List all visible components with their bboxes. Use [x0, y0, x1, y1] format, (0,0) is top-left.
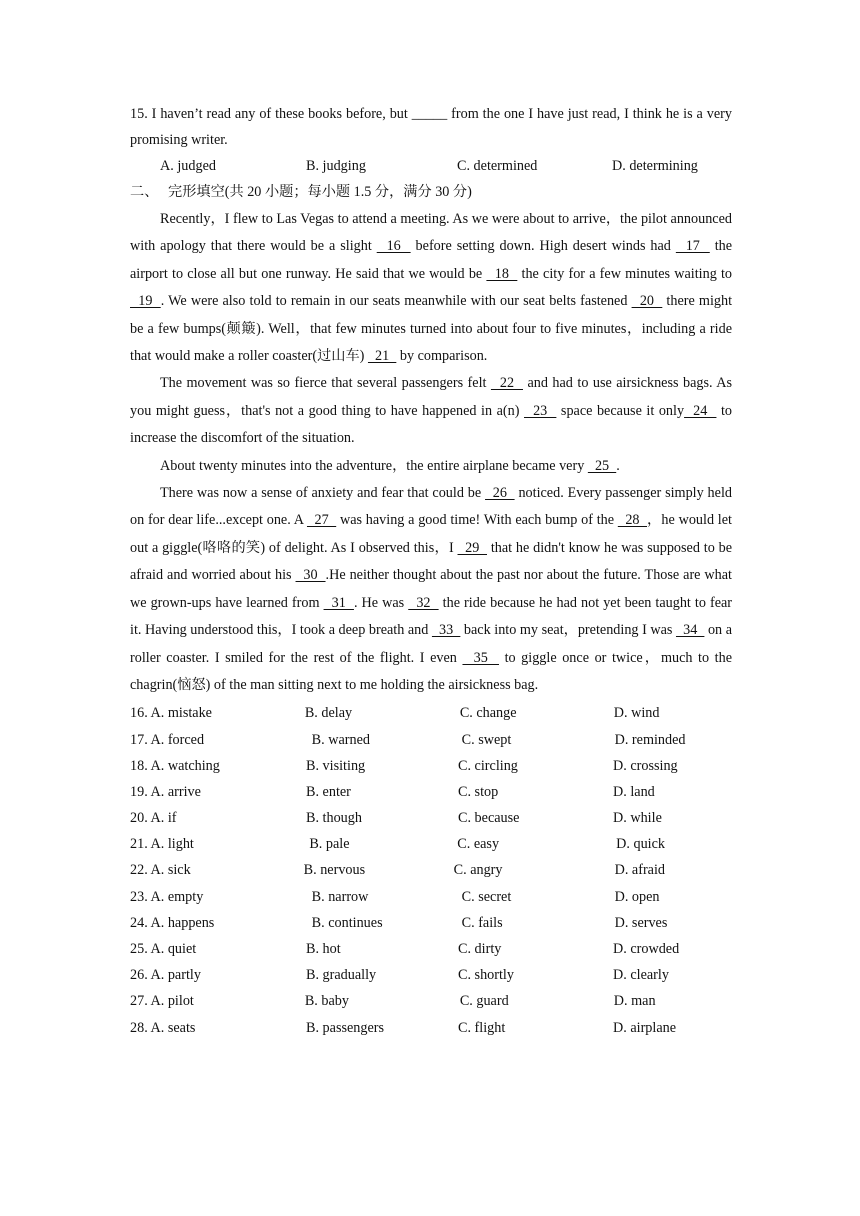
passage-text: Recently，I flew to Las Vegas to attend a meeting. As we were about to arrive，the pilot announced with apology that there would be a slight: [130, 211, 732, 255]
passage-paragraph: [130, 453, 732, 480]
option-row: [130, 727, 732, 753]
option-choice: D. crossing: [613, 757, 678, 774]
cloze-blank: 18: [486, 265, 518, 282]
option-row: [130, 962, 732, 988]
option-choice: B. narrow: [311, 888, 369, 905]
passage-text: The movement was so fierce that several passengers felt: [160, 375, 491, 392]
section-title: 完形填空(共 20 小题；每小题 1.5 分，满分 30 分): [168, 184, 472, 200]
passage-text: back into my seat，pretending I was: [460, 622, 676, 639]
option-choice: B. pale: [309, 836, 350, 853]
option-choice: B. passengers: [306, 1019, 385, 1036]
cloze-blank: 32: [408, 594, 439, 611]
option-choice: D. open: [614, 888, 660, 905]
cloze-blank: 33: [431, 622, 461, 639]
option-choice: C. secret: [461, 888, 512, 905]
option-choice: 16. A. mistake: [130, 705, 212, 722]
option-choice: C. stop: [458, 783, 499, 800]
option-choice: D. airplane: [613, 1019, 677, 1036]
cloze-blank: 31: [323, 594, 354, 611]
option-choice: D. reminded: [614, 731, 686, 748]
option-d: D. determining: [612, 158, 698, 174]
cloze-blank: 24: [684, 402, 717, 419]
passage-paragraph: [130, 206, 732, 370]
passage-text: There was now a sense of anxiety and fear that could be: [160, 485, 486, 502]
option-choice: C. flight: [458, 1019, 506, 1036]
passage-text: and had to use airsickness bags. As you might guess，that's not a good thing to have happened in a(n): [130, 375, 732, 419]
option-row: [130, 884, 732, 910]
option-choice: 23. A. empty: [130, 888, 204, 905]
cloze-blank: 17: [675, 238, 710, 255]
passage-text: to increase the discomfort of the situation.: [130, 402, 733, 447]
option-choice: D. land: [613, 783, 655, 800]
option-choice: C. angry: [453, 862, 503, 879]
option-choice: D. afraid: [614, 862, 665, 879]
option-choice: 27. A. pilot: [130, 993, 194, 1010]
option-choice: 26. A. partly: [130, 967, 201, 984]
cloze-blank: 19: [130, 293, 161, 310]
option-row: [130, 700, 732, 726]
passage-text: . We were also told to remain in our seats meanwhile with our seat belts fastened: [160, 293, 632, 310]
option-choice: 22. A. sick: [130, 862, 191, 879]
passage-text: on a roller coaster. I smiled for the rest of the flight. I even: [130, 622, 733, 666]
section-header: [130, 179, 732, 206]
option-choice: B. gradually: [306, 967, 377, 984]
cloze-blank: 22: [490, 375, 523, 392]
option-choice: 17. A. forced: [130, 731, 205, 748]
passage-text: to giggle once or twice，much to the chagrin(恼怒) of the man sitting next to me holding the airsickness bag.: [130, 649, 732, 693]
cloze-blank: 25: [587, 457, 617, 474]
option-c: C. determined: [457, 158, 538, 174]
cloze-blank: 23: [524, 402, 557, 419]
option-b: B. judging: [306, 158, 366, 174]
option-choice: B. nervous: [303, 862, 366, 879]
passage-text: noticed. Every passenger simply held on for dear life...except one. A: [130, 485, 732, 529]
passage-text: About twenty minutes into the adventure，the entire airplane became very: [160, 457, 588, 474]
option-choice: C. dirty: [458, 941, 502, 957]
passage-text: that he didn't know he was supposed to be afraid and worried about his: [130, 539, 732, 584]
option-choice: C. change: [459, 705, 517, 722]
option-row: [130, 988, 732, 1014]
passage-text: the ride because he had not yet been taught to fear it. Having understood this，I took a deep breath and: [130, 594, 733, 639]
passage-text: . He was: [353, 594, 409, 611]
cloze-blank: 26: [485, 485, 515, 502]
option-choice: B. visiting: [306, 757, 366, 774]
option-row: [130, 753, 732, 779]
option-row: [130, 857, 732, 883]
cloze-blank: 30: [295, 567, 326, 584]
cloze-blank: 16: [376, 238, 411, 255]
option-choice: C. easy: [457, 836, 500, 853]
option-choice: B. though: [306, 810, 362, 827]
passage-text: .: [616, 457, 620, 474]
option-choice: 18. A. watching: [130, 757, 220, 774]
option-row: [130, 779, 732, 805]
option-choice: C. swept: [461, 731, 512, 748]
option-choice: 28. A. seats: [130, 1019, 196, 1036]
option-choice: D. clearly: [613, 967, 669, 984]
option-choice: C. fails: [461, 914, 503, 931]
option-row: [130, 805, 732, 831]
cloze-blank: 27: [306, 512, 337, 529]
option-row: [130, 1015, 732, 1041]
cloze-blank: 35: [462, 649, 499, 666]
option-a: A. judged: [160, 158, 216, 174]
passage-text: was having a good time! With each bump of the: [336, 512, 618, 529]
option-choice: C. circling: [458, 757, 518, 774]
option-choice: 19. A. arrive: [130, 783, 201, 800]
cloze-blank: 28: [617, 512, 648, 529]
option-choice: B. hot: [306, 941, 341, 957]
option-choice: D. while: [613, 810, 662, 827]
option-choice: C. because: [458, 810, 520, 827]
option-row: [130, 831, 732, 857]
option-choice: 24. A. happens: [130, 914, 215, 931]
option-choice: D. wind: [613, 705, 660, 722]
option-choice: B. enter: [306, 783, 351, 800]
exam-page: [130, 101, 732, 1041]
passage-text: .He neither thought about the past nor about the future. Those are what we grown-ups have learned from: [130, 567, 732, 611]
cloze-blank: 29: [457, 539, 487, 556]
passage-text: the city for a few minutes waiting to: [517, 265, 733, 282]
option-choice: B. delay: [304, 705, 353, 722]
question-15-options: [130, 153, 732, 179]
option-choice: C. guard: [459, 993, 509, 1010]
option-choice: 20. A. if: [130, 810, 177, 827]
passage-text: ，he would let out a giggle(咯咯的笑) of delight. As I observed this，I: [130, 512, 732, 556]
question-15-stem: 15. I haven’t read any of these books before, but _____ from the one I have just read, I think he is a very promising writer.: [130, 106, 732, 148]
option-choice: B. warned: [311, 731, 370, 748]
passage-text: space because it only: [556, 402, 685, 419]
option-row: [130, 936, 732, 962]
passage-text: the airport to close all but one runway. He said that we would be: [130, 238, 733, 282]
option-choice: D. serves: [614, 914, 668, 931]
passage-text: before setting down. High desert winds had: [410, 238, 676, 255]
cloze-blank: 20: [631, 293, 663, 310]
passage-paragraph: [130, 370, 732, 452]
passage-paragraph: [130, 480, 732, 699]
option-choice: C. shortly: [458, 967, 514, 984]
passage-text: there might be a few bumps(颠簸). Well，that few minutes turned into about four to five minutes，including a ride that would make a roller coaster(过山车): [130, 293, 733, 365]
cloze-passage: [130, 206, 732, 699]
option-choice: 21. A. light: [130, 836, 194, 853]
section-number: 二、: [130, 184, 159, 200]
cloze-blank: 21: [367, 348, 397, 365]
cloze-blank: 34: [675, 622, 705, 639]
option-choice: 25. A. quiet: [130, 941, 197, 957]
option-choice: B. baby: [304, 993, 349, 1010]
option-choice: D. man: [613, 993, 656, 1010]
passage-text: by comparison.: [396, 348, 488, 365]
option-choice: D. crowded: [613, 941, 680, 957]
option-choice: B. continues: [311, 914, 383, 931]
option-choice: D. quick: [616, 836, 666, 853]
cloze-options: [130, 700, 732, 1040]
option-row: [130, 910, 732, 936]
